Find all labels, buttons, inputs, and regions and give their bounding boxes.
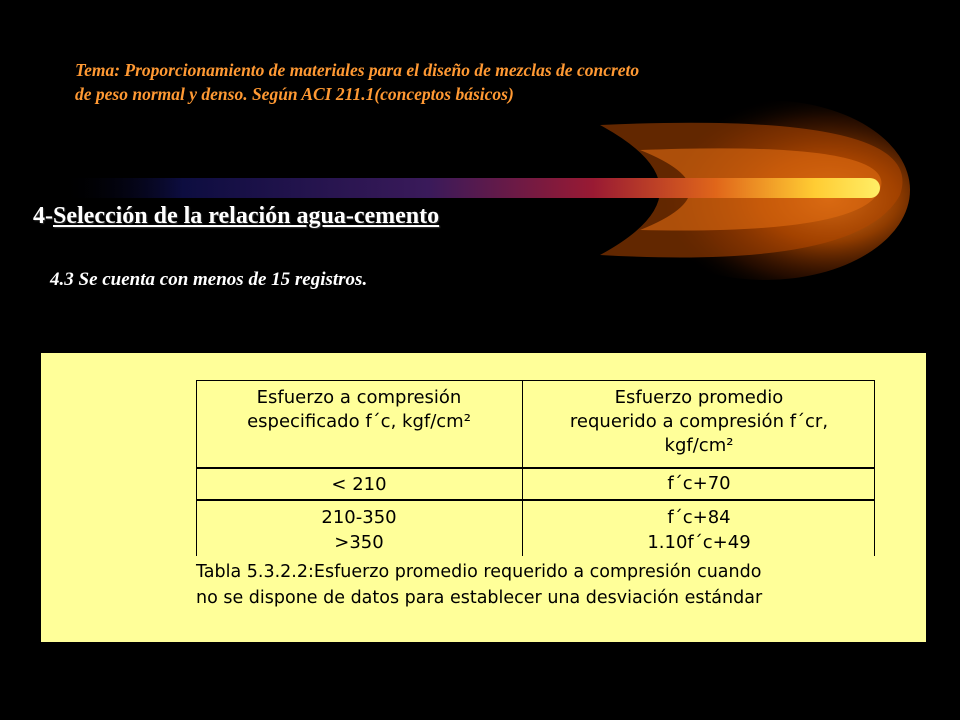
header-text: Esfuerzo a compresión <box>256 387 462 408</box>
strength-table <box>196 380 875 556</box>
table-cell: >350 <box>334 532 384 553</box>
subtitle: 4.3 Se cuenta con menos de 15 registros. <box>50 269 368 290</box>
header-text: kgf/cm² <box>664 435 734 456</box>
section-title-text: Selección de la relación agua-cemento <box>53 203 440 229</box>
table-cell: 1.10f´c+49 <box>647 532 751 553</box>
table-row-divider <box>196 499 875 501</box>
header-line-1: Tema: Proporcionamiento de materiales para el diseño de mezclas de concreto <box>75 60 640 80</box>
table-border-top <box>196 380 875 381</box>
caption-line-1: Tabla 5.3.2.2:Esfuerzo promedio requerido a compresión cuando <box>196 562 762 582</box>
header-cell-required <box>523 386 875 458</box>
table-caption <box>196 559 896 611</box>
slide-header <box>75 58 875 106</box>
header-text: especificado f´c, kgf/cm² <box>247 411 471 432</box>
caption-line-2: no se dispone de datos para establecer una desviación estándar <box>196 588 763 608</box>
header-cell-specified <box>196 386 522 434</box>
section-number: 4- <box>33 203 53 229</box>
header-text: requerido a compresión f´cr, <box>569 411 829 432</box>
header-line-2: de peso normal y denso. Según ACI 211.1(conceptos básicos) <box>75 84 514 104</box>
table-panel <box>41 353 926 642</box>
table-cell: < 210 <box>331 474 387 495</box>
table-cell: f´c+84 <box>667 507 731 528</box>
table-cell: 210-350 <box>321 507 397 528</box>
comet-tail <box>60 178 880 198</box>
table-header-divider <box>196 467 875 469</box>
header-text: Esfuerzo promedio <box>614 387 784 408</box>
table-cell: f´c+70 <box>667 473 731 494</box>
section-title <box>33 203 439 230</box>
